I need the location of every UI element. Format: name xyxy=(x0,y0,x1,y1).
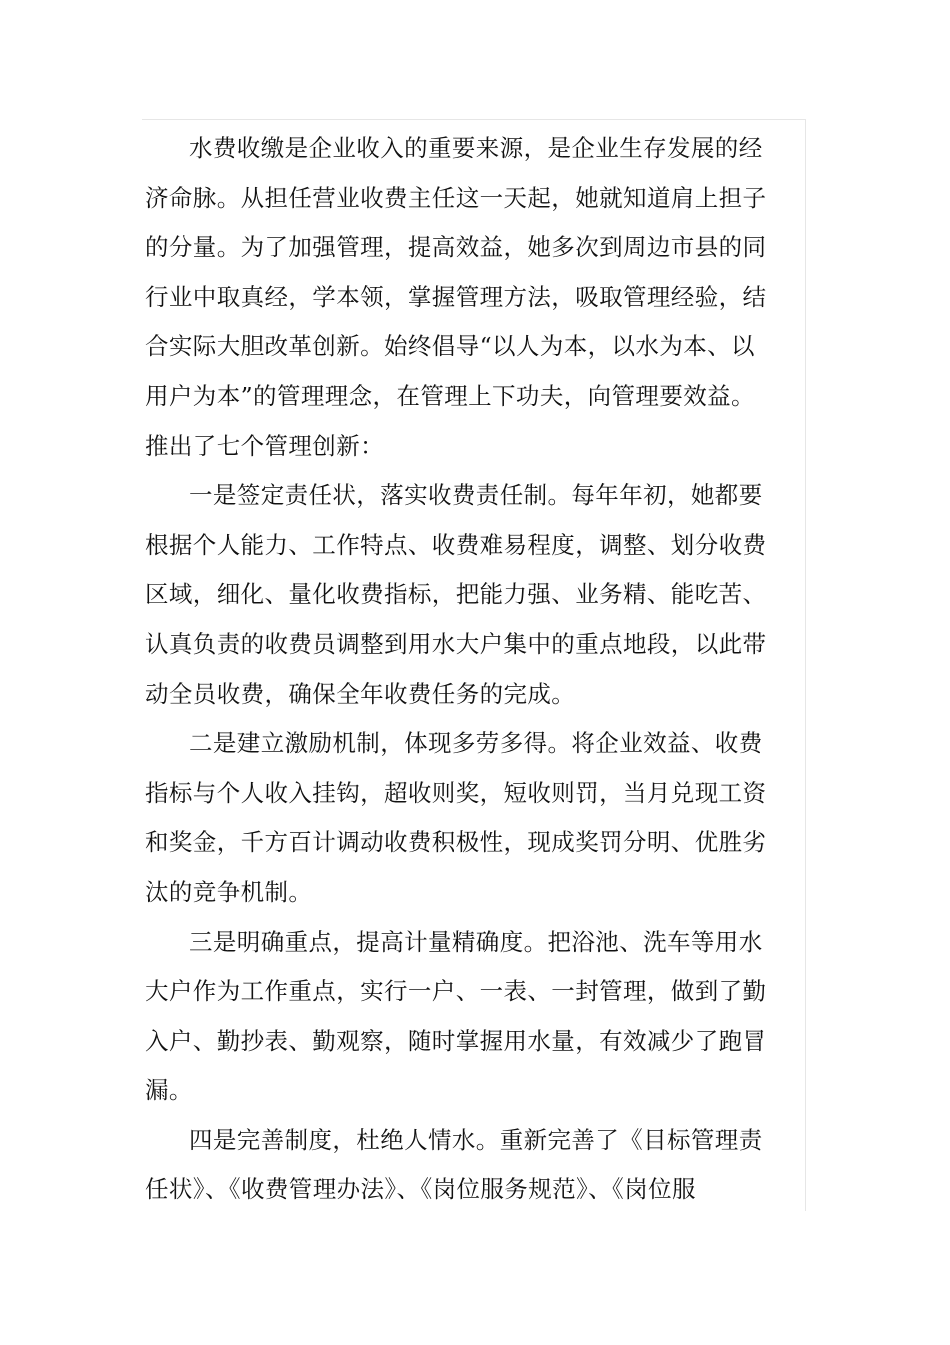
text-line: 用户为本”的管理理念，在管理上下功夫，向管理要效益。 xyxy=(145,381,755,410)
text-line: 的分量。为了加强管理，提高效益，她多次到周边市县的同 xyxy=(145,233,767,262)
text-line: 推出了七个管理创新： xyxy=(145,431,384,460)
document-body xyxy=(145,124,767,1215)
text-line: 三是明确重点，提高计量精确度。把浴池、洗车等用水 xyxy=(189,927,763,956)
text-line: 区域，细化、量化收费指标，把能力强、业务精、能吃苦、 xyxy=(145,580,767,609)
text-line: 合实际大胆改革创新。始终倡导“以人为本，以水为本、以 xyxy=(145,332,755,361)
text-line: 动全员收费，确保全年收费任务的完成。 xyxy=(145,679,576,708)
text-line: 济命脉。从担任营业收费主任这一天起，她就知道肩上担子 xyxy=(145,183,767,212)
text-line: 漏。 xyxy=(145,1076,193,1105)
text-line: 汰的竞争机制。 xyxy=(145,877,313,906)
text-line: 入户、勤抄表、勤观察，随时掌握用水量，有效减少了跑冒 xyxy=(145,1026,767,1055)
text-line: 二是建立激励机制，体现多劳多得。将企业效益、收费 xyxy=(189,729,763,758)
text-line: 指标与个人收入挂钩，超收则奖，短收则罚，当月兑现工资 xyxy=(145,778,767,807)
text-line: 水费收缴是企业收入的重要来源，是企业生存发展的经 xyxy=(189,134,763,162)
text-line: 大户作为工作重点，实行一户、一表、一封管理，做到了勤 xyxy=(145,977,767,1006)
text-line: 一是签定责任状，落实收费责任制。每年年初，她都要 xyxy=(189,481,763,510)
text-line: 根据个人能力、工作特点、收费难易程度，调整、划分收费 xyxy=(145,530,767,559)
text-line: 四是完善制度，杜绝人情水。重新完善了《目标管理责 xyxy=(189,1125,763,1154)
text-line: 和奖金，千方百计调动收费积极性，现成奖罚分明、优胜劣 xyxy=(145,828,767,857)
text-line: 任状》、《收费管理办法》、《岗位服务规范》、《岗位服 xyxy=(145,1175,696,1204)
text-line: 认真负责的收费员调整到用水大户集中的重点地段，以此带 xyxy=(145,629,767,658)
text-line: 行业中取真经，学本领，掌握管理方法，吸取管理经验，结 xyxy=(145,282,767,311)
